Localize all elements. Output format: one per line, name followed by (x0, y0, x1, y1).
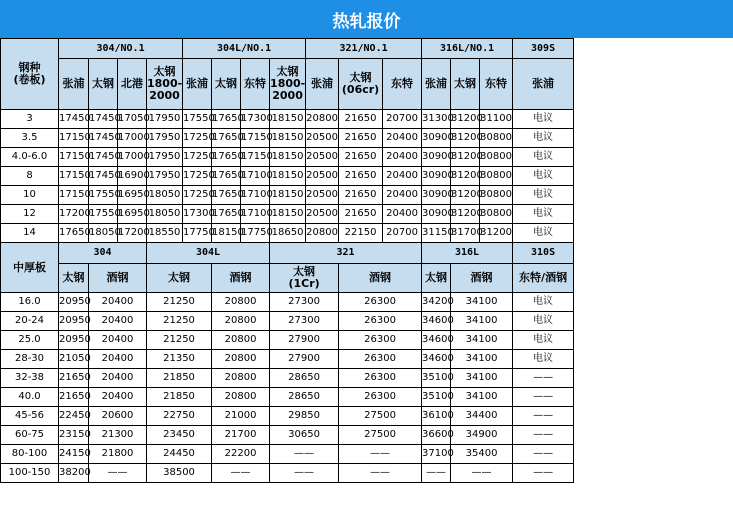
price-cell: —— (212, 464, 270, 483)
price-cell: 29850 (270, 407, 339, 426)
price-cell: 31700 (451, 224, 480, 243)
price-cell: 17450 (89, 167, 118, 186)
price-cell: —— (513, 407, 574, 426)
price-cell: 34600 (422, 312, 451, 331)
price-cell: 20800 (306, 110, 339, 129)
thickness-cell: 80-100 (1, 445, 59, 464)
price-cell: 17300 (241, 110, 270, 129)
mill-header: 北港 (118, 59, 147, 110)
price-cell: 20500 (306, 129, 339, 148)
price-cell: 24150 (59, 445, 89, 464)
mill-header: 太钢 (06cr) (339, 59, 383, 110)
price-cell: 31200 (451, 110, 480, 129)
thickness-cell: 10 (1, 186, 59, 205)
price-cell: 17300 (183, 205, 212, 224)
price-cell: 17450 (59, 110, 89, 129)
table-row (1, 186, 733, 205)
table-row (1, 148, 733, 167)
price-cell: 电议 (513, 129, 574, 148)
price-cell: 电议 (513, 186, 574, 205)
price-cell: 18150 (270, 167, 306, 186)
price-cell: 17250 (183, 167, 212, 186)
price-cell: 21800 (89, 445, 147, 464)
mill-header: 太钢 (59, 264, 89, 293)
page-title: 热轧报价 (0, 0, 733, 38)
table-row (1, 445, 733, 464)
price-cell: 31150 (422, 224, 451, 243)
thickness-cell: 45-56 (1, 407, 59, 426)
price-cell: 16900 (118, 167, 147, 186)
price-cell: 18550 (147, 224, 183, 243)
price-cell: 26300 (339, 331, 422, 350)
price-cell: 电议 (513, 350, 574, 369)
price-cell: 18050 (89, 224, 118, 243)
mill-header: 酒钢 (212, 264, 270, 293)
price-cell: 23150 (59, 426, 89, 445)
price-cell: 20400 (89, 293, 147, 312)
price-cell: 31100 (480, 110, 513, 129)
price-cell: 27900 (270, 331, 339, 350)
price-cell: 31200 (451, 167, 480, 186)
price-cell: 电议 (513, 224, 574, 243)
table-row (1, 331, 733, 350)
price-cell: 30900 (422, 148, 451, 167)
price-cell: 27300 (270, 293, 339, 312)
price-cell: 34100 (451, 331, 513, 350)
mill-header: 张浦 (59, 59, 89, 110)
price-cell: —— (513, 464, 574, 483)
price-cell: 31200 (451, 129, 480, 148)
price-cell: 17650 (212, 186, 241, 205)
price-cell: 31200 (451, 148, 480, 167)
price-cell: 21650 (339, 205, 383, 224)
mill-header: 张浦 (422, 59, 451, 110)
mill-header: 太钢 (422, 264, 451, 293)
price-cell: 16950 (118, 205, 147, 224)
price-cell: 21650 (59, 369, 89, 388)
price-cell: 17250 (183, 186, 212, 205)
price-cell: 30800 (480, 205, 513, 224)
price-cell: 20950 (59, 331, 89, 350)
price-cell: —— (89, 464, 147, 483)
price-cell: 21850 (147, 369, 212, 388)
price-cell: 21250 (147, 331, 212, 350)
price-cell: 17200 (118, 224, 147, 243)
price-cell: 38500 (147, 464, 212, 483)
group-header: 304L/NO.1 (183, 39, 306, 59)
mill-header: 太钢 (451, 59, 480, 110)
price-cell: 26300 (339, 350, 422, 369)
price-cell: 17250 (183, 129, 212, 148)
price-cell: 34600 (422, 350, 451, 369)
price-cell: 20500 (306, 148, 339, 167)
price-cell: 17250 (183, 148, 212, 167)
price-cell: 18150 (270, 129, 306, 148)
thickness-cell: 3 (1, 110, 59, 129)
price-cell: 34100 (451, 293, 513, 312)
price-cell: 31200 (451, 205, 480, 224)
price-cell: 30900 (422, 129, 451, 148)
price-cell: 37100 (422, 445, 451, 464)
mill-header: 太钢 1800- 2000 (270, 59, 306, 110)
price-cell: 20800 (212, 388, 270, 407)
price-cell: 电议 (513, 331, 574, 350)
price-cell: 20400 (89, 350, 147, 369)
mill-header: 酒钢 (89, 264, 147, 293)
price-cell: 电议 (513, 312, 574, 331)
table-row (1, 224, 733, 243)
price-cell: 27900 (270, 350, 339, 369)
table-row (1, 129, 733, 148)
price-cell: —— (270, 464, 339, 483)
price-cell: 17200 (59, 205, 89, 224)
price-cell: —— (513, 445, 574, 464)
price-cell: 20700 (383, 110, 422, 129)
thickness-cell: 100-150 (1, 464, 59, 483)
coil-grade-header: 钢种 (卷板) (1, 39, 59, 110)
thickness-cell: 32-38 (1, 369, 59, 388)
group-header: 316L/NO.1 (422, 39, 513, 59)
price-cell: 36600 (422, 426, 451, 445)
price-cell: 电议 (513, 167, 574, 186)
price-cell: 20800 (306, 224, 339, 243)
thickness-cell: 4.0-6.0 (1, 148, 59, 167)
price-cell: 30800 (480, 167, 513, 186)
price-cell: 31200 (480, 224, 513, 243)
price-cell: 17650 (212, 167, 241, 186)
price-cell: 17650 (212, 129, 241, 148)
price-cell: 17550 (89, 205, 118, 224)
price-cell: 17650 (59, 224, 89, 243)
mill-header: 张浦 (183, 59, 212, 110)
price-cell: 20400 (383, 186, 422, 205)
group-header: 309S (513, 39, 574, 59)
price-cell: 20400 (383, 148, 422, 167)
price-cell: 21650 (339, 129, 383, 148)
price-cell: 35100 (422, 369, 451, 388)
price-cell: 31200 (451, 186, 480, 205)
price-cell: 21650 (339, 186, 383, 205)
group-header: 304/NO.1 (59, 39, 183, 59)
thickness-cell: 8 (1, 167, 59, 186)
price-cell: 17750 (241, 224, 270, 243)
table-row (1, 205, 733, 224)
mill-header: 酒钢 (339, 264, 422, 293)
price-cell: —— (422, 464, 451, 483)
price-cell: 20500 (306, 205, 339, 224)
price-cell: 17000 (118, 148, 147, 167)
mill-header: 东特 (383, 59, 422, 110)
thickness-cell: 40.0 (1, 388, 59, 407)
price-cell: 34400 (451, 407, 513, 426)
group-header: 304 (59, 243, 147, 264)
table-row (1, 293, 733, 312)
price-table (0, 38, 733, 483)
price-cell: 20800 (212, 312, 270, 331)
price-cell: 电议 (513, 293, 574, 312)
price-cell: 34900 (451, 426, 513, 445)
price-cell: 17150 (59, 148, 89, 167)
price-cell: 20400 (89, 331, 147, 350)
price-cell: 20950 (59, 312, 89, 331)
price-cell: 电议 (513, 148, 574, 167)
price-cell: 21250 (147, 293, 212, 312)
price-cell: 26300 (339, 388, 422, 407)
price-cell: 17650 (212, 148, 241, 167)
table-row (1, 350, 733, 369)
thickness-cell: 20-24 (1, 312, 59, 331)
price-cell: —— (451, 464, 513, 483)
price-cell: 17150 (59, 186, 89, 205)
mill-header: 张浦 (513, 59, 574, 110)
price-cell: 26300 (339, 312, 422, 331)
mill-header: 太钢 (89, 59, 118, 110)
price-cell: 17450 (89, 148, 118, 167)
group-header: 321 (270, 243, 422, 264)
price-cell: 35400 (451, 445, 513, 464)
price-cell: 34600 (422, 331, 451, 350)
table-row (1, 388, 733, 407)
table-row (1, 464, 733, 483)
group-header: 310S (513, 243, 574, 264)
price-cell: 34100 (451, 388, 513, 407)
price-cell: 21250 (147, 312, 212, 331)
price-cell: 21000 (212, 407, 270, 426)
price-cell: 20400 (89, 369, 147, 388)
price-cell: 30900 (422, 186, 451, 205)
price-cell: 17950 (147, 167, 183, 186)
price-cell: 17150 (59, 167, 89, 186)
price-cell: 17150 (241, 148, 270, 167)
price-cell: 20400 (383, 129, 422, 148)
thickness-cell: 3.5 (1, 129, 59, 148)
price-cell: 30800 (480, 186, 513, 205)
thickness-cell: 14 (1, 224, 59, 243)
price-cell: 17750 (183, 224, 212, 243)
group-header: 321/NO.1 (306, 39, 422, 59)
price-cell: 17150 (241, 129, 270, 148)
price-cell: 电议 (513, 205, 574, 224)
price-cell: 30800 (480, 148, 513, 167)
price-cell: 18050 (147, 205, 183, 224)
mill-header: 太钢 (212, 59, 241, 110)
mill-header: 东特/酒钢 (513, 264, 574, 293)
price-cell: 17650 (212, 110, 241, 129)
price-cell: 电议 (513, 110, 574, 129)
price-cell: —— (513, 426, 574, 445)
price-cell: 20400 (89, 388, 147, 407)
mill-header: 东特 (480, 59, 513, 110)
mill-header: 太钢 (147, 264, 212, 293)
price-cell: —— (513, 369, 574, 388)
price-cell: 17950 (147, 110, 183, 129)
price-cell: 20500 (306, 186, 339, 205)
price-cell: 28650 (270, 369, 339, 388)
price-cell: 18150 (270, 148, 306, 167)
table-row (1, 167, 733, 186)
thickness-cell: 12 (1, 205, 59, 224)
price-cell: 20800 (212, 350, 270, 369)
price-cell: 18150 (270, 205, 306, 224)
price-cell: —— (339, 445, 422, 464)
price-cell: 27500 (339, 426, 422, 445)
price-cell: —— (270, 445, 339, 464)
price-cell: 17150 (59, 129, 89, 148)
table-row (1, 407, 733, 426)
price-cell: 34100 (451, 369, 513, 388)
price-cell: 21850 (147, 388, 212, 407)
price-cell: 17050 (118, 110, 147, 129)
price-cell: 24450 (147, 445, 212, 464)
price-cell: 30900 (422, 167, 451, 186)
price-cell: 17550 (183, 110, 212, 129)
price-cell: 22450 (59, 407, 89, 426)
table-row (1, 312, 733, 331)
table-row (1, 426, 733, 445)
price-cell: 30800 (480, 129, 513, 148)
price-cell: 34200 (422, 293, 451, 312)
price-cell: 30650 (270, 426, 339, 445)
price-cell: —— (513, 388, 574, 407)
price-cell: 17450 (89, 129, 118, 148)
thickness-cell: 28-30 (1, 350, 59, 369)
price-cell: 20400 (89, 312, 147, 331)
group-header: 316L (422, 243, 513, 264)
price-cell: 35100 (422, 388, 451, 407)
thickness-cell: 25.0 (1, 331, 59, 350)
price-cell: 22150 (339, 224, 383, 243)
thickness-cell: 16.0 (1, 293, 59, 312)
price-cell: 22750 (147, 407, 212, 426)
price-cell: 30900 (422, 205, 451, 224)
price-cell: 34100 (451, 312, 513, 331)
price-cell: 17950 (147, 148, 183, 167)
price-cell: 17100 (241, 186, 270, 205)
price-cell: 18150 (270, 110, 306, 129)
price-cell: 21700 (212, 426, 270, 445)
price-cell: 21650 (339, 167, 383, 186)
price-cell: —— (339, 464, 422, 483)
price-cell: 17100 (241, 167, 270, 186)
price-cell: 21300 (89, 426, 147, 445)
price-cell: 18650 (270, 224, 306, 243)
table-row (1, 110, 733, 129)
price-cell: 21050 (59, 350, 89, 369)
price-cell: 17550 (89, 186, 118, 205)
price-cell: 20800 (212, 293, 270, 312)
price-cell: 21650 (339, 110, 383, 129)
table-row (1, 369, 733, 388)
price-cell: 17950 (147, 129, 183, 148)
mill-header: 张浦 (306, 59, 339, 110)
price-cell: 17650 (212, 205, 241, 224)
price-cell: 20800 (212, 331, 270, 350)
price-cell: 26300 (339, 369, 422, 388)
mill-header: 酒钢 (451, 264, 513, 293)
price-cell: 20600 (89, 407, 147, 426)
price-cell: 17000 (118, 129, 147, 148)
price-cell: 16950 (118, 186, 147, 205)
price-cell: 27300 (270, 312, 339, 331)
price-cell: 28650 (270, 388, 339, 407)
price-cell: 17450 (89, 110, 118, 129)
group-header: 304L (147, 243, 270, 264)
price-cell: 38200 (59, 464, 89, 483)
mill-header: 太钢 1800- 2000 (147, 59, 183, 110)
price-cell: 27500 (339, 407, 422, 426)
price-cell: 20400 (383, 205, 422, 224)
price-cell: 20400 (383, 167, 422, 186)
price-cell: 31300 (422, 110, 451, 129)
price-cell: 21650 (339, 148, 383, 167)
price-cell: 26300 (339, 293, 422, 312)
price-cell: 18150 (212, 224, 241, 243)
price-cell: 18050 (147, 186, 183, 205)
price-cell: 21350 (147, 350, 212, 369)
mill-header: 太钢 (1Cr) (270, 264, 339, 293)
price-cell: 20500 (306, 167, 339, 186)
price-cell: 21650 (59, 388, 89, 407)
price-cell: 20700 (383, 224, 422, 243)
price-cell: 34100 (451, 350, 513, 369)
price-cell: 36100 (422, 407, 451, 426)
price-cell: 20950 (59, 293, 89, 312)
price-cell: 22200 (212, 445, 270, 464)
price-cell: 17100 (241, 205, 270, 224)
price-cell: 20800 (212, 369, 270, 388)
plate-grade-header: 中厚板 (1, 243, 59, 293)
price-cell: 18150 (270, 186, 306, 205)
price-cell: 23450 (147, 426, 212, 445)
mill-header: 东特 (241, 59, 270, 110)
thickness-cell: 60-75 (1, 426, 59, 445)
